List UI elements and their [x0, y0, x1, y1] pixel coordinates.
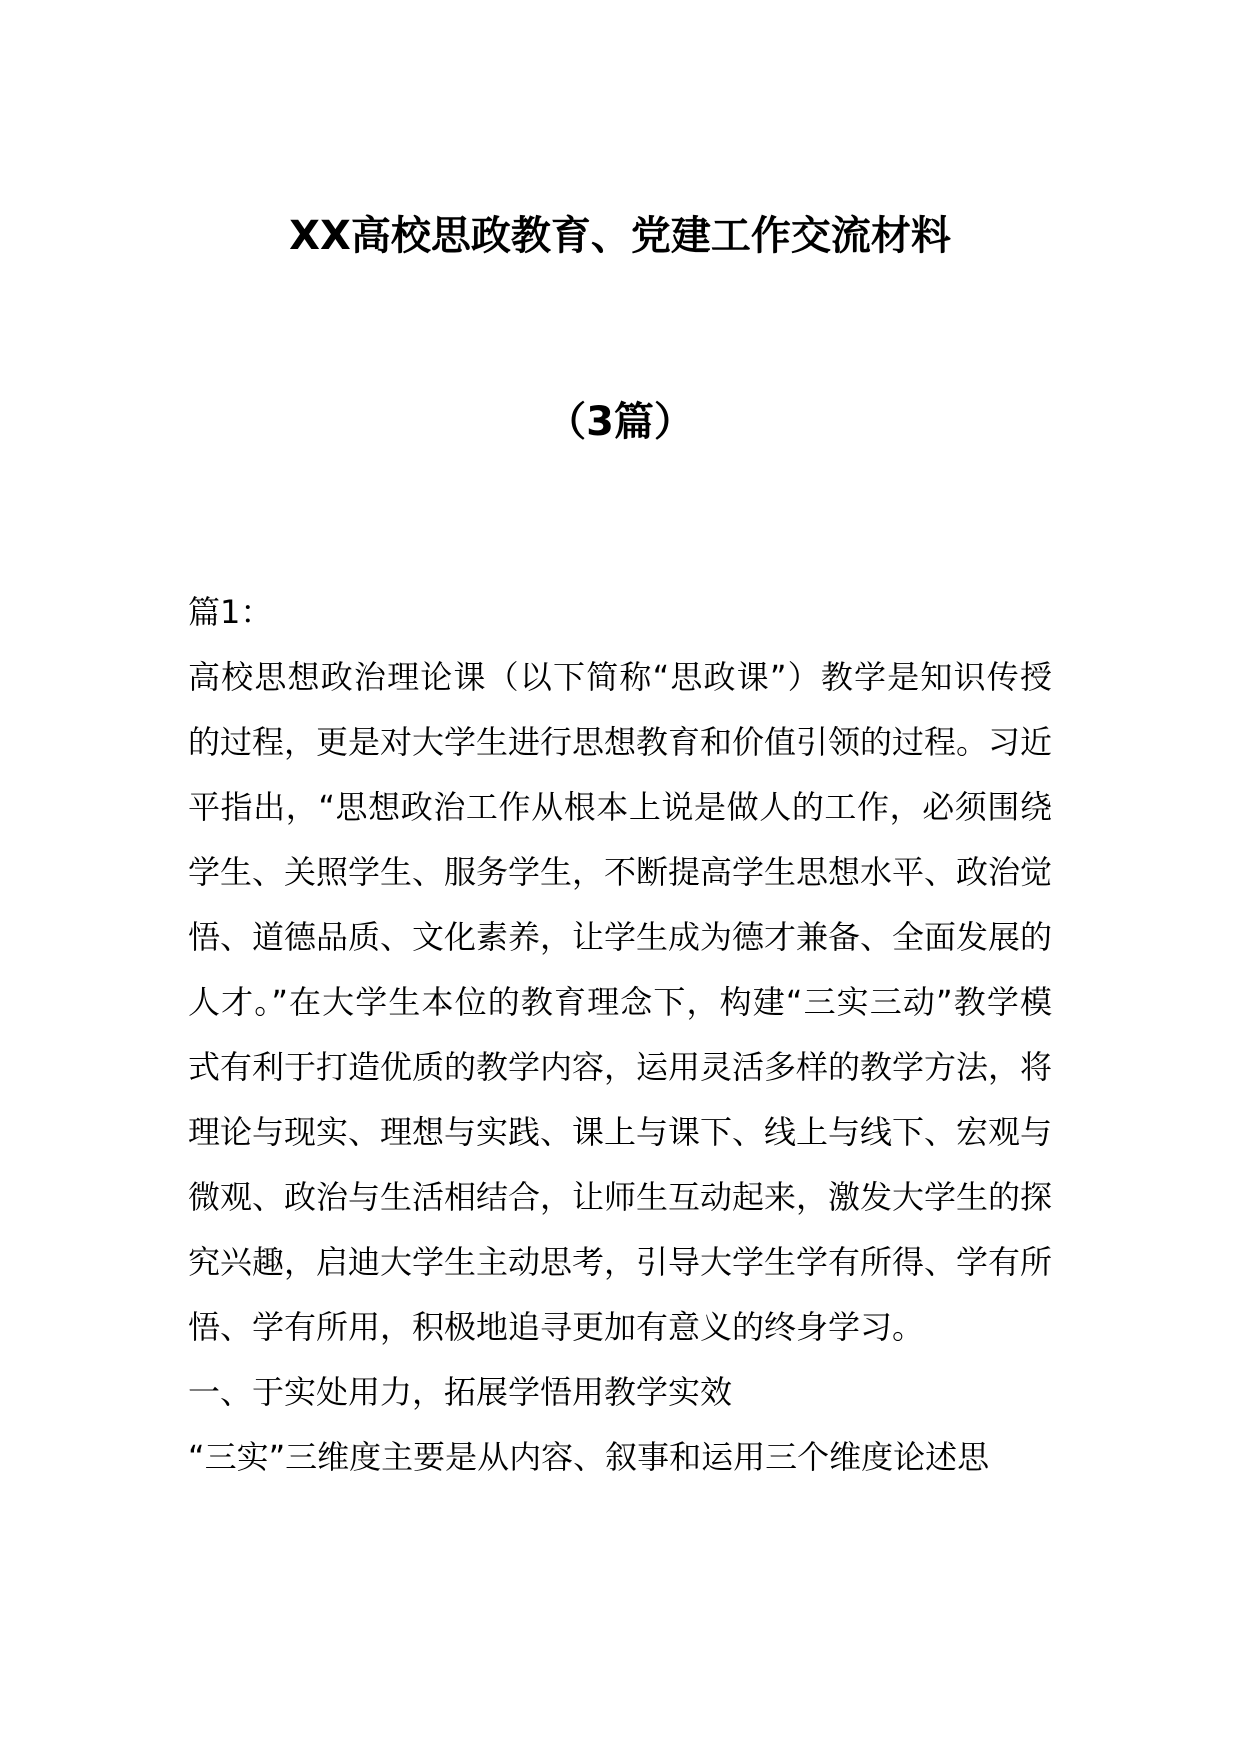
paragraph-intro: 高校思想政治理论课（以下简称“思政课”）教学是知识传授的过程，更是对大学生进行思想教育和价值引领的过程。习近平指出，“思想政治工作从根本上说是做人的工作，必须围绕学生、关照学生、服务学生，不断提高学生思想水平、政治觉悟、道德品质、文化素养，让学生成为德才兼备、全面发展的人才。”在大学生本位的教育理念下，构建“三实三动”教学模式有利于打造优质的教学内容，运用灵活多样的教学方法，将理论与现实、理想与实践、课上与课下、线上与线下、宏观与微观、政治与生活相结合，让师生互动起来，激发大学生的探究兴趣，启迪大学生主动思考，引导大学生学有所得、学有所悟、学有所用，积极地追寻更加有意义的终身学习。 — [188, 658, 1053, 1346]
section-heading: 一、于实处用力，拓展学悟用教学实效 — [188, 1373, 733, 1411]
paragraph-continuation: “三实”三维度主要是从内容、叙事和运用三个维度论述思 — [188, 1438, 990, 1476]
document-subtitle: （3篇） — [546, 399, 694, 445]
document-body — [188, 580, 1052, 1490]
section-label: 篇1： — [188, 593, 273, 631]
document-title: XX高校思政教育、党建工作交流材料 — [289, 213, 951, 259]
